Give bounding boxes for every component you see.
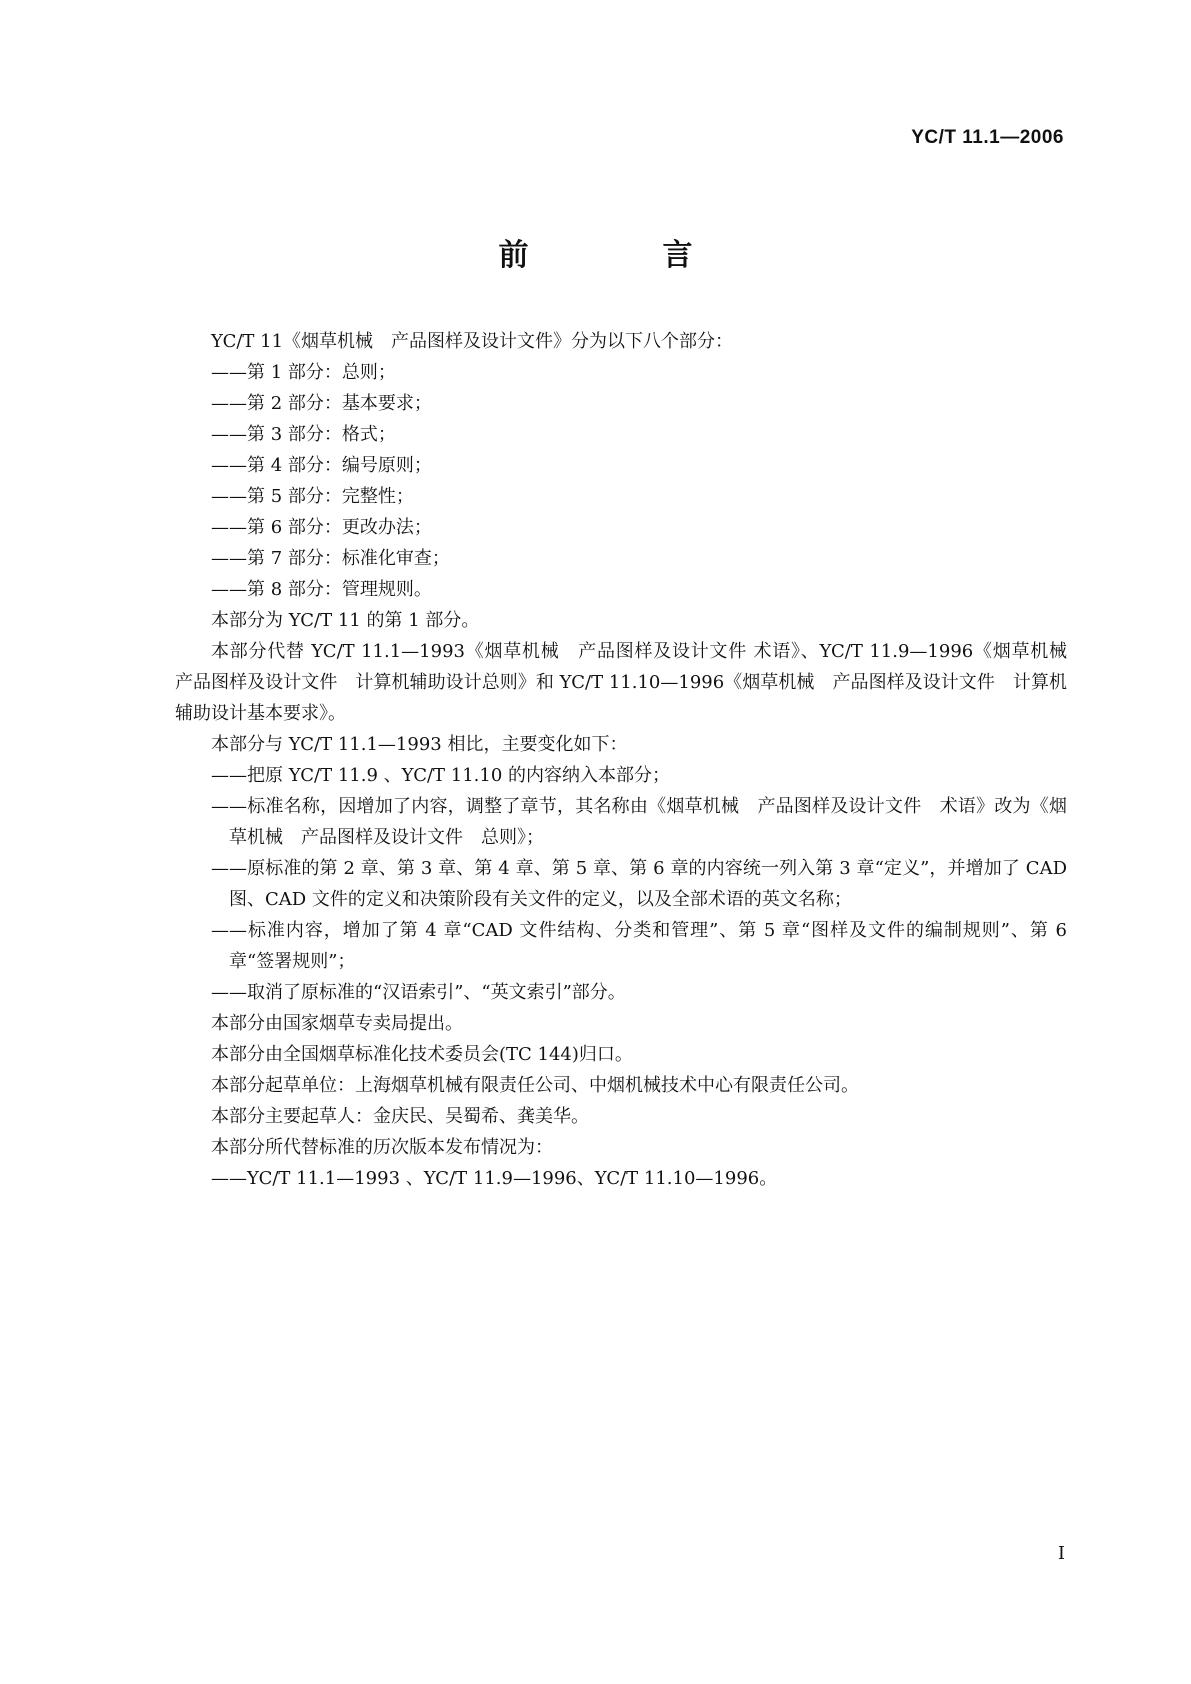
paragraph: 本部分起草单位：上海烟草机械有限责任公司、中烟机械技术中心有限责任公司。 (211, 1075, 859, 1096)
list-item: ——原标准的第 2 章、第 3 章、第 4 章、第 5 章、第 6 章的内容统一列入第 3 章“定义”，并增加了 CAD 图、CAD 文件的定义和决策阶段有关文件的定义，以及全部术语的英文名称； (211, 858, 1067, 910)
paragraph: 本部分与 YC/T 11.1—1993 相比，主要变化如下： (211, 734, 628, 755)
list-item: ——标准内容，增加了第 4 章“CAD 文件结构、分类和管理”、第 5 章“图样及文件的编制规则”、第 6 章“签署规则”； (211, 920, 1067, 972)
list-item: ——第 8 部分：管理规则。 (211, 579, 432, 600)
document-body (175, 326, 1085, 1194)
page-number: I (1057, 1543, 1065, 1564)
paragraph: 本部分由国家烟草专卖局提出。 (211, 1013, 463, 1034)
paragraph: 本部分所代替标准的历次版本发布情况为： (211, 1137, 553, 1158)
list-item: ——取消了原标准的“汉语索引”、“英文索引”部分。 (211, 982, 626, 1003)
page-title: 前 言 (498, 238, 745, 273)
list-item: ——第 7 部分：标准化审查； (211, 548, 450, 569)
list-item: ——第 6 部分：更改办法； (211, 517, 432, 538)
list-item: ——把原 YC/T 11.9 、YC/T 11.10 的内容纳入本部分； (211, 765, 671, 786)
list-item: ——第 3 部分：格式； (211, 424, 396, 445)
standard-code: YC/T 11.1—2006 (911, 127, 1064, 148)
paragraph: 本部分为 YC/T 11 的第 1 部分。 (211, 610, 480, 631)
list-item: ——第 5 部分：完整性； (211, 486, 414, 507)
list-item: ——标准名称，因增加了内容，调整了章节，其名称由《烟草机械 产品图样及设计文件 术语》改为《烟草机械 产品图样及设计文件 总则》； (211, 796, 1067, 848)
list-item: ——YC/T 11.1—1993 、YC/T 11.9—1996、YC/T 11.10—1996。 (211, 1168, 778, 1189)
list-item: ——第 4 部分：编号原则； (211, 455, 432, 476)
paragraph: YC/T 11《烟草机械 产品图样及设计文件》分为以下八个部分： (211, 331, 734, 352)
paragraph: 本部分由全国烟草标准化技术委员会(TC 144)归口。 (211, 1044, 633, 1065)
list-item: ——第 1 部分：总则； (211, 362, 396, 383)
list-item: ——第 2 部分：基本要求； (211, 393, 432, 414)
paragraph: 本部分主要起草人：金庆民、吴蜀希、龚美华。 (211, 1106, 589, 1127)
paragraph: 本部分代替 YC/T 11.1—1993《烟草机械 产品图样及设计文件 术语》、YC/T 11.9—1996《烟草机械 产品图样及设计文件 计算机辅助设计总则》和 YC/T 11.10—1996《烟草机械 产品图样及设计文件 计算机辅助设计基本要求》。 (175, 641, 1085, 724)
